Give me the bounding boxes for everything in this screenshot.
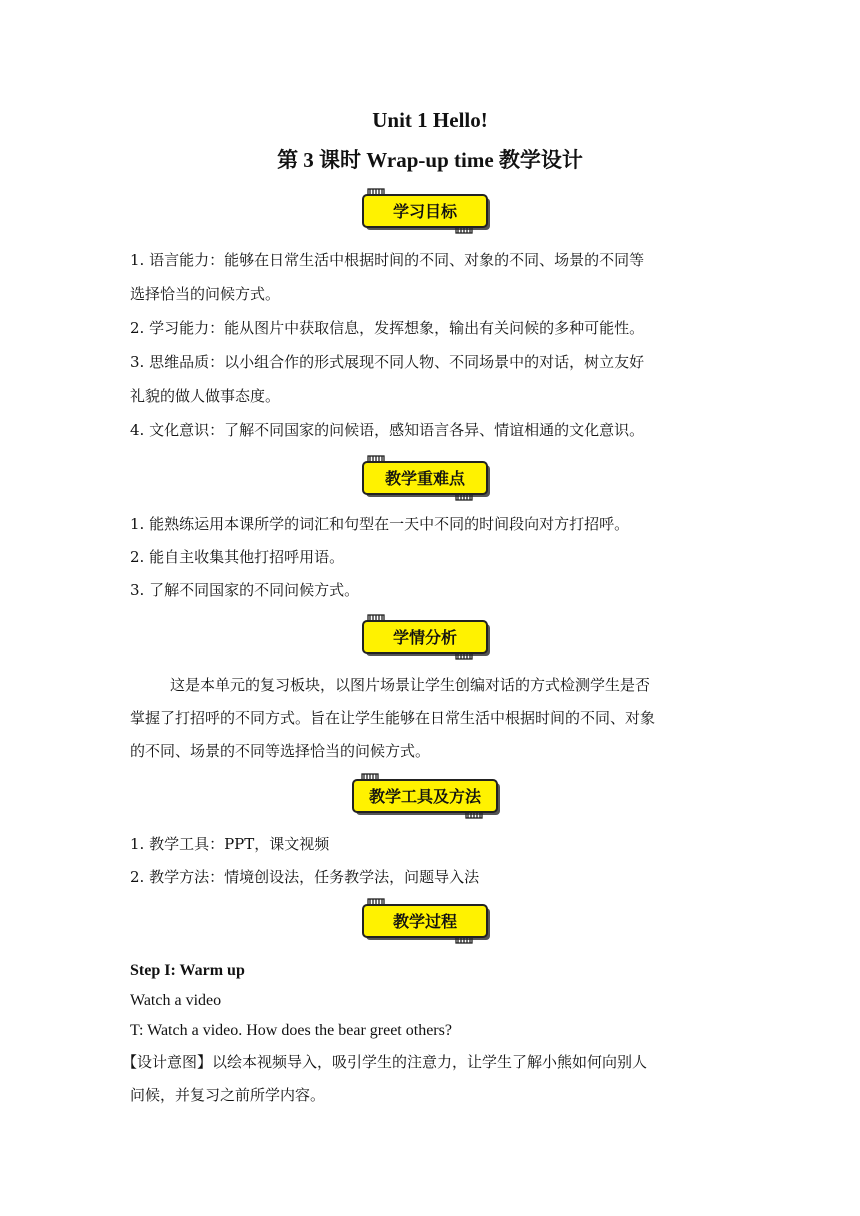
section-badge-process xyxy=(360,898,494,944)
tools-line: 2. 教学方法：情境创设法，任务教学法，问题导入法 xyxy=(130,868,480,886)
section-badge-key-points xyxy=(360,455,494,501)
key-point-line: 3. 了解不同国家的不同问候方式。 xyxy=(130,581,360,599)
badge-label: 学习目标 xyxy=(392,202,458,221)
badge-label: 教学重难点 xyxy=(384,469,466,488)
badge-label: 教学过程 xyxy=(392,912,458,931)
key-point-line: 2. 能自主收集其他打招呼用语。 xyxy=(130,548,345,566)
section-badge-analysis xyxy=(360,614,494,660)
objective-line: 选择恰当的问候方式。 xyxy=(130,285,281,303)
objective-line: 3. 思维品质：以小组合作的形式展现不同人物、不同场景中的对话，树立友好 xyxy=(130,353,645,371)
analysis-line: 掌握了打招呼的不同方式。旨在让学生能够在日常生活中根据时间的不同、对象 xyxy=(130,709,656,727)
objective-line: 1. 语言能力：能够在日常生活中根据时间的不同、对象的不同、场景的不同等 xyxy=(130,251,645,269)
document-subtitle: 第 3 课时 Wrap-up time 教学设计 xyxy=(277,148,583,172)
key-point-line: 1. 能熟练运用本课所学的词汇和句型在一天中不同的时间段向对方打招呼。 xyxy=(130,515,630,533)
objective-line: 4. 文化意识：了解不同国家的问候语，感知语言各异、情谊相通的文化意识。 xyxy=(130,421,645,439)
analysis-line: 这是本单元的复习板块，以图片场景让学生创编对话的方式检测学生是否 xyxy=(170,676,651,694)
analysis-line: 的不同、场景的不同等选择恰当的问候方式。 xyxy=(130,742,431,760)
process-line: T: Watch a video. How does the bear greet others? xyxy=(130,1022,452,1039)
badge-label: 教学工具及方法 xyxy=(368,787,482,806)
document-title: Unit 1 Hello! xyxy=(372,108,488,132)
section-badge-objectives xyxy=(360,188,494,234)
tools-line: 1. 教学工具：PPT，课文视频 xyxy=(130,835,330,853)
section-badge-tools xyxy=(350,773,504,819)
objective-line: 2. 学习能力：能从图片中获取信息，发挥想象，输出有关问候的多种可能性。 xyxy=(130,319,645,337)
process-line: Watch a video xyxy=(130,992,222,1009)
badge-label: 学情分析 xyxy=(392,628,458,647)
objective-line: 礼貌的做人做事态度。 xyxy=(130,387,281,405)
design-intent-line: 【设计意图】以绘本视频导入，吸引学生的注意力，让学生了解小熊如何向别人 xyxy=(122,1053,648,1071)
step-title: Step I: Warm up xyxy=(130,962,245,979)
design-intent-line: 问候，并复习之前所学内容。 xyxy=(130,1086,326,1104)
